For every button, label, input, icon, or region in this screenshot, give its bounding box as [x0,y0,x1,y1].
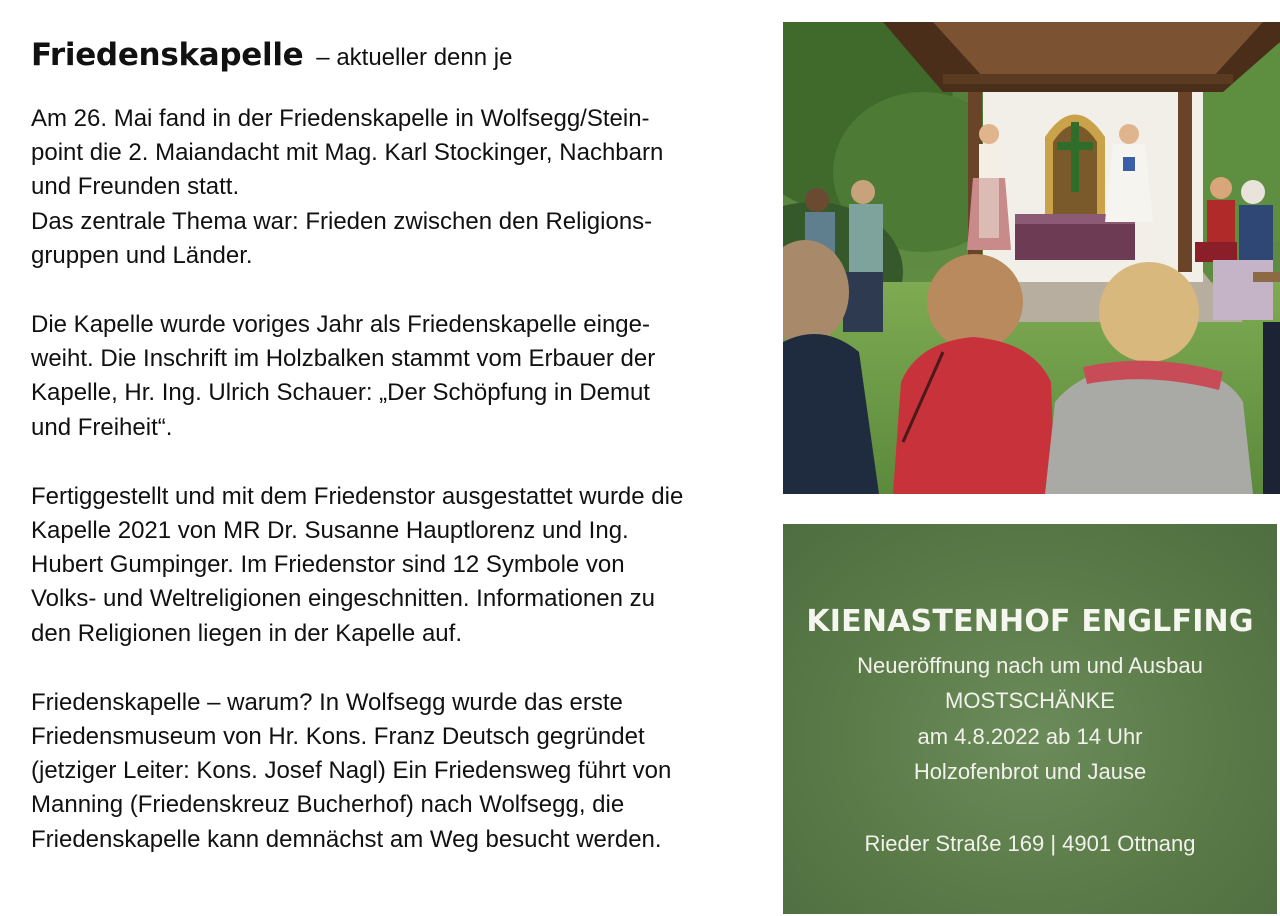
chapel-photo [783,22,1280,494]
ad-line-date: am 4.8.2022 ab 14 Uhr [917,724,1143,749]
paragraph-line: und Freunden statt. [31,173,240,201]
paragraph-line: Friedenskapelle kann demnächst am Weg besucht werden. [31,825,662,853]
paragraph-line: und Freiheit“. [31,413,173,441]
paragraph-3 [31,480,781,651]
paragraph-line: Manning (Friedenskreuz Bucherhof) nach Wolfsegg, die [31,791,625,819]
paragraph-line: Fertiggestellt und mit dem Friedenstor ausgestattet wurde die [31,482,684,510]
paragraph-4 [31,686,781,857]
paragraph-line: Friedensmuseum von Hr. Kons. Franz Deutsch gegründet [31,723,645,751]
paragraph-line: den Religionen liegen in der Kapelle auf. [31,619,462,647]
paragraph-line: Die Kapelle wurde voriges Jahr als Friedenskapelle einge- [31,311,650,339]
ad-line-opening: Neueröffnung nach um und Ausbau [857,653,1203,678]
article-subtitle: – aktueller denn je [316,44,513,71]
article-title: Friedenskapelle [31,37,304,73]
paragraph-line: Kapelle, Hr. Ing. Ulrich Schauer: „Der Schöpfung in Demut [31,379,650,407]
article-headline [31,34,781,78]
paragraph-line: gruppen und Länder. [31,241,253,269]
paragraph-2 [31,308,781,445]
paragraph-line: Kapelle 2021 von MR Dr. Susanne Hauptlorenz und Ing. [31,517,629,545]
ad-line-food: Holzofenbrot und Jause [913,759,1147,784]
ad-box [783,524,1277,914]
ad-address: Rieder Straße 169 | 4901 Ottnang [864,831,1196,856]
paragraph-line: Friedenskapelle – warum? In Wolfsegg wurde das erste [31,688,623,716]
paragraph-line: weiht. Die Inschrift im Holzbalken stammt vom Erbauer der [31,345,656,373]
paragraph-1 [31,102,781,273]
paragraph-line: Hubert Gumpinger. Im Friedenstor sind 12 Symbole von [31,551,625,579]
ad-line-mostschaenke: MOSTSCHÄNKE [945,688,1115,713]
paragraph-line: Das zentrale Thema war: Frieden zwischen den Religions- [31,207,653,235]
paragraph-line: Volks- und Weltreligionen eingeschnitten. Informationen zu [31,585,655,613]
paragraph-line: (jetziger Leiter: Kons. Josef Nagl) Ein Friedensweg führt von [31,757,672,785]
paragraph-line: Am 26. Mai fand in der Friedenskapelle in Wolfsegg/Stein- [31,105,650,132]
article [31,34,781,892]
paragraph-line: point die 2. Maiandacht mit Mag. Karl Stockinger, Nachbarn [31,139,664,167]
ad-title: KIENASTENHOF ENGLFING [806,604,1254,639]
